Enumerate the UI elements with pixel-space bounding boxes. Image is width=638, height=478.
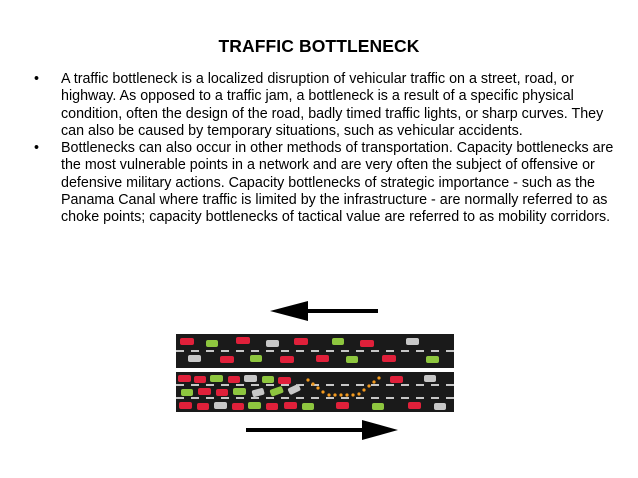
left-arrow-icon xyxy=(270,301,378,321)
traffic-bottleneck-illustration xyxy=(176,300,454,450)
right-arrow-icon xyxy=(246,420,398,440)
slide-title: TRAFFIC BOTTLENECK xyxy=(218,36,420,56)
bullet-text: A traffic bottleneck is a localized disruption of vehicular traffic on a street, road, or highway. As opposed to a traffic jam, a bottleneck is a result of a specific physical condition, often the design of the road, badly timed traffic lights, or sharp curves. They can also be caused by temporary situations, such as vehicular accidents. xyxy=(61,71,604,139)
bullet-text: Bottlenecks can also occur in other methods of transportation. Capacity bottlenecks are the most vulnerable points in a network and are very often the subject of offensive or defensive military actions. Capacity bottlenecks of strategic importance - such as the Panama Canal where traffic is limited by the infrastructure - are normally referred to as choke points; capacity bottlenecks of tactical value are referred to as mobility corridors. xyxy=(61,140,614,226)
bullet-item xyxy=(34,71,614,140)
bullet-item xyxy=(34,140,614,226)
bullet-symbol: • xyxy=(34,71,40,87)
bullet-list xyxy=(34,71,614,227)
bullet-symbol: • xyxy=(34,140,40,157)
